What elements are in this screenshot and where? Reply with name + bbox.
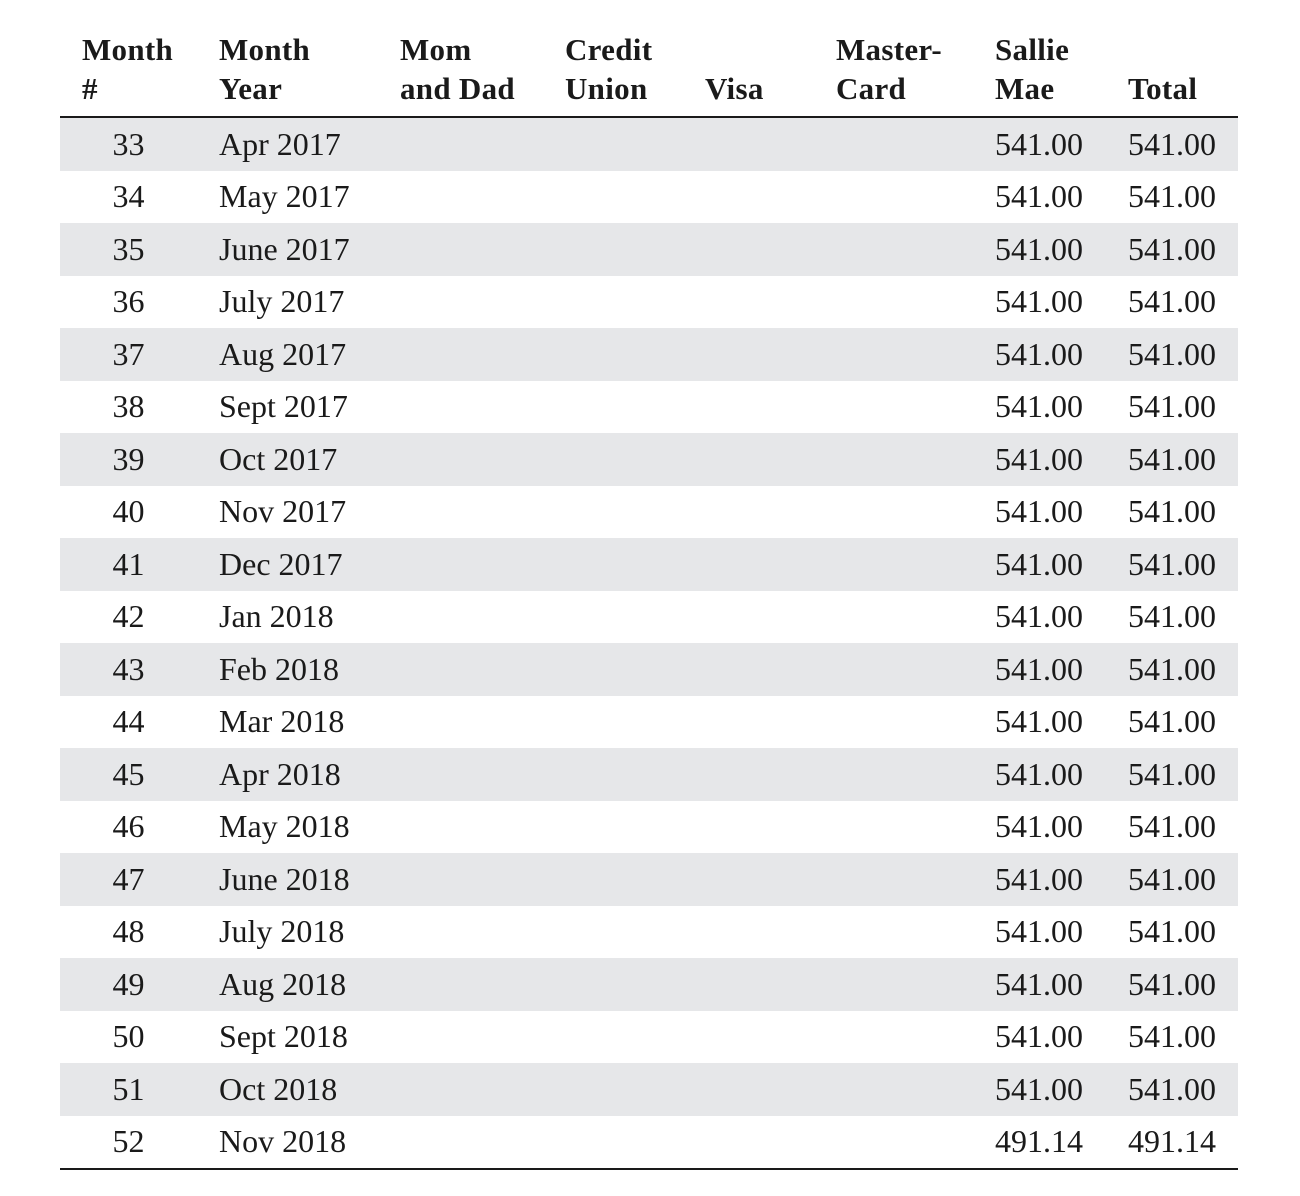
cell-mom-and-dad: [400, 276, 565, 329]
cell-mastercard: [836, 381, 995, 434]
header-sallie-mae: [995, 30, 1128, 117]
cell-sallie-mae: 541.00: [995, 643, 1128, 696]
cell-month-year: June 2018: [219, 853, 400, 906]
cell-mastercard: [836, 1011, 995, 1064]
table-row: [60, 591, 1238, 644]
cell-mastercard: [836, 117, 995, 171]
header-month-number: [60, 30, 219, 117]
cell-month-year: May 2017: [219, 178, 350, 215]
cell-mom-and-dad: [400, 381, 565, 434]
cell-credit-union: [565, 1063, 705, 1116]
cell-visa: [705, 538, 836, 591]
cell-total: 541.00: [1128, 223, 1238, 276]
header-month-year-line-2: Year: [219, 71, 283, 106]
cell-month-number: 39: [60, 433, 219, 486]
cell-mastercard: [836, 328, 995, 381]
cell-mom-and-dad: [400, 117, 565, 171]
cell-month-year: Nov 2017: [219, 493, 347, 530]
cell-total: 491.14: [1128, 1116, 1238, 1170]
cell-mom-and-dad: [400, 171, 565, 224]
header-month-number-line-2: #: [82, 71, 98, 106]
cell-sallie-mae: 541.00: [995, 1063, 1128, 1116]
cell-sallie-mae: 541.00: [995, 958, 1128, 1011]
payment-schedule-table: [60, 30, 1238, 1170]
cell-credit-union: [565, 381, 705, 434]
cell-total: 541.00: [1128, 178, 1216, 215]
cell-month-number: 46: [112, 808, 145, 845]
cell-mastercard: [836, 486, 995, 539]
cell-month-year: Sept 2017: [219, 388, 348, 425]
cell-month-year: Sept 2018: [219, 1018, 348, 1055]
cell-sallie-mae: 491.14: [995, 1116, 1128, 1170]
header-total: [1128, 30, 1238, 117]
cell-sallie-mae: 541.00: [995, 493, 1083, 530]
cell-credit-union: [565, 748, 705, 801]
cell-visa: [705, 591, 836, 644]
cell-month-number: 44: [112, 703, 145, 740]
cell-visa: [705, 1063, 836, 1116]
cell-visa: [705, 117, 836, 171]
cell-total: 541.00: [1128, 643, 1238, 696]
table-row: [60, 1116, 1238, 1170]
header-mom-and-dad-line-1: Mom: [400, 32, 472, 67]
header-credit-union-line-1: Credit: [565, 32, 653, 67]
cell-visa: [705, 801, 836, 854]
cell-visa: [705, 748, 836, 801]
cell-mom-and-dad: [400, 1011, 565, 1064]
cell-month-number: 34: [112, 178, 145, 215]
header-mastercard: [836, 30, 995, 117]
cell-sallie-mae: 541.00: [995, 1018, 1083, 1055]
cell-total: 541.00: [1128, 388, 1216, 425]
cell-visa: [705, 328, 836, 381]
cell-credit-union: [565, 328, 705, 381]
header-credit-union: [565, 30, 705, 117]
header-visa-line-1: [705, 30, 836, 69]
cell-mom-and-dad: [400, 538, 565, 591]
table-row: [60, 381, 1238, 434]
cell-mastercard: [836, 643, 995, 696]
header-total-line-1: [1128, 30, 1238, 69]
cell-month-number: 45: [60, 748, 219, 801]
header-row: [60, 30, 1238, 117]
cell-credit-union: [565, 276, 705, 329]
cell-mom-and-dad: [400, 801, 565, 854]
cell-credit-union: [565, 223, 705, 276]
cell-visa: [705, 223, 836, 276]
cell-mastercard: [836, 171, 995, 224]
cell-mom-and-dad: [400, 696, 565, 749]
header-mastercard-line-2: Card: [836, 71, 907, 106]
cell-credit-union: [565, 591, 705, 644]
cell-sallie-mae: 541.00: [995, 703, 1083, 740]
cell-month-year: Jan 2018: [219, 598, 334, 635]
cell-total: 541.00: [1128, 328, 1238, 381]
cell-total: 541.00: [1128, 283, 1216, 320]
header-mom-and-dad: [400, 30, 565, 117]
header-total-line-2: Total: [1128, 71, 1198, 106]
cell-mastercard: [836, 853, 995, 906]
cell-credit-union: [565, 906, 705, 959]
cell-month-year: Feb 2018: [219, 643, 400, 696]
cell-visa: [705, 1116, 836, 1170]
cell-month-year: Oct 2017: [219, 433, 400, 486]
header-mom-and-dad-line-2: and Dad: [400, 71, 515, 106]
cell-visa: [705, 433, 836, 486]
header-sallie-mae-line-2: Mae: [995, 71, 1055, 106]
table-row: [60, 696, 1238, 749]
table-row: [60, 643, 1238, 696]
cell-visa: [705, 1011, 836, 1064]
cell-mastercard: [836, 748, 995, 801]
cell-mastercard: [836, 591, 995, 644]
cell-mom-and-dad: [400, 591, 565, 644]
table-row: [60, 958, 1238, 1011]
cell-mastercard: [836, 276, 995, 329]
cell-visa: [705, 906, 836, 959]
cell-mastercard: [836, 538, 995, 591]
payment-schedule-table-wrap: [60, 30, 1238, 1170]
cell-total: 541.00: [1128, 703, 1216, 740]
cell-total: 541.00: [1128, 1018, 1216, 1055]
cell-credit-union: [565, 958, 705, 1011]
cell-month-year: Apr 2017: [219, 117, 400, 171]
cell-month-year: May 2018: [219, 808, 350, 845]
cell-credit-union: [565, 1116, 705, 1170]
table-row: [60, 853, 1238, 906]
cell-month-number: 49: [60, 958, 219, 1011]
cell-sallie-mae: 541.00: [995, 178, 1083, 215]
cell-mom-and-dad: [400, 958, 565, 1011]
cell-visa: [705, 696, 836, 749]
table-row: [60, 117, 1238, 171]
cell-month-year: Aug 2018: [219, 958, 400, 1011]
cell-month-number: 42: [112, 598, 145, 635]
header-month-year: [219, 30, 400, 117]
cell-mastercard: [836, 1116, 995, 1170]
cell-month-year: Nov 2018: [219, 1116, 400, 1170]
cell-total: 541.00: [1128, 748, 1238, 801]
cell-total: 541.00: [1128, 433, 1238, 486]
cell-mom-and-dad: [400, 643, 565, 696]
cell-mastercard: [836, 958, 995, 1011]
cell-credit-union: [565, 643, 705, 696]
table-row: [60, 223, 1238, 276]
cell-mom-and-dad: [400, 486, 565, 539]
cell-visa: [705, 486, 836, 539]
cell-mom-and-dad: [400, 328, 565, 381]
cell-month-number: 33: [60, 117, 219, 171]
cell-month-number: 43: [60, 643, 219, 696]
cell-month-number: 41: [60, 538, 219, 591]
cell-visa: [705, 958, 836, 1011]
table-row: [60, 171, 1238, 224]
cell-month-year: July 2018: [219, 913, 345, 950]
table-row: [60, 486, 1238, 539]
cell-credit-union: [565, 433, 705, 486]
cell-visa: [705, 853, 836, 906]
header-mastercard-line-1: Master-: [836, 32, 942, 67]
cell-mom-and-dad: [400, 748, 565, 801]
cell-credit-union: [565, 1011, 705, 1064]
cell-month-number: 52: [60, 1116, 219, 1170]
cell-month-year: Mar 2018: [219, 703, 345, 740]
header-credit-union-line-2: Union: [565, 71, 648, 106]
cell-mom-and-dad: [400, 1116, 565, 1170]
cell-credit-union: [565, 171, 705, 224]
cell-sallie-mae: 541.00: [995, 538, 1128, 591]
cell-credit-union: [565, 117, 705, 171]
cell-mom-and-dad: [400, 853, 565, 906]
cell-mastercard: [836, 223, 995, 276]
cell-total: 541.00: [1128, 958, 1238, 1011]
cell-sallie-mae: 541.00: [995, 117, 1128, 171]
cell-month-number: 47: [60, 853, 219, 906]
table-row: [60, 538, 1238, 591]
cell-mastercard: [836, 696, 995, 749]
cell-month-number: 37: [60, 328, 219, 381]
cell-mastercard: [836, 801, 995, 854]
cell-sallie-mae: 541.00: [995, 598, 1083, 635]
cell-total: 541.00: [1128, 117, 1238, 171]
cell-visa: [705, 276, 836, 329]
cell-total: 541.00: [1128, 493, 1216, 530]
header-month-year-line-1: Month: [219, 32, 311, 67]
table-header: [60, 30, 1238, 117]
cell-sallie-mae: 541.00: [995, 853, 1128, 906]
table-row: [60, 748, 1238, 801]
cell-credit-union: [565, 486, 705, 539]
table-row: [60, 276, 1238, 329]
cell-month-year: Oct 2018: [219, 1063, 400, 1116]
cell-mom-and-dad: [400, 223, 565, 276]
cell-sallie-mae: 541.00: [995, 388, 1083, 425]
cell-sallie-mae: 541.00: [995, 913, 1083, 950]
cell-total: 541.00: [1128, 808, 1216, 845]
cell-month-year: Dec 2017: [219, 538, 400, 591]
header-month-number-line-1: Month: [82, 32, 174, 67]
cell-mom-and-dad: [400, 1063, 565, 1116]
cell-month-number: 48: [112, 913, 145, 950]
cell-sallie-mae: 541.00: [995, 433, 1128, 486]
cell-credit-union: [565, 696, 705, 749]
cell-credit-union: [565, 538, 705, 591]
cell-month-year: July 2017: [219, 283, 345, 320]
cell-month-number: 40: [112, 493, 145, 530]
cell-month-number: 50: [112, 1018, 145, 1055]
table-row: [60, 906, 1238, 959]
cell-total: 541.00: [1128, 913, 1216, 950]
cell-mom-and-dad: [400, 906, 565, 959]
cell-visa: [705, 171, 836, 224]
cell-sallie-mae: 541.00: [995, 283, 1083, 320]
table-body: [60, 117, 1238, 1169]
cell-mastercard: [836, 433, 995, 486]
cell-total: 541.00: [1128, 598, 1216, 635]
cell-month-year: Aug 2017: [219, 328, 400, 381]
cell-mom-and-dad: [400, 433, 565, 486]
cell-total: 541.00: [1128, 853, 1238, 906]
cell-credit-union: [565, 853, 705, 906]
cell-month-number: 38: [112, 388, 145, 425]
table-row: [60, 328, 1238, 381]
table-row: [60, 801, 1238, 854]
cell-mastercard: [836, 1063, 995, 1116]
header-sallie-mae-line-1: Sallie: [995, 32, 1070, 67]
cell-total: 541.00: [1128, 1063, 1238, 1116]
header-visa-line-2: Visa: [705, 71, 764, 106]
cell-month-number: 36: [112, 283, 145, 320]
cell-mastercard: [836, 906, 995, 959]
header-visa: [705, 30, 836, 117]
cell-visa: [705, 381, 836, 434]
cell-month-number: 51: [60, 1063, 219, 1116]
table-row: [60, 433, 1238, 486]
cell-month-year: Apr 2018: [219, 748, 400, 801]
cell-visa: [705, 643, 836, 696]
cell-total: 541.00: [1128, 538, 1238, 591]
table-row: [60, 1011, 1238, 1064]
cell-month-number: 35: [60, 223, 219, 276]
table-row: [60, 1063, 1238, 1116]
cell-sallie-mae: 541.00: [995, 328, 1128, 381]
cell-sallie-mae: 541.00: [995, 223, 1128, 276]
cell-sallie-mae: 541.00: [995, 808, 1083, 845]
cell-credit-union: [565, 801, 705, 854]
cell-month-year: June 2017: [219, 223, 400, 276]
cell-sallie-mae: 541.00: [995, 748, 1128, 801]
